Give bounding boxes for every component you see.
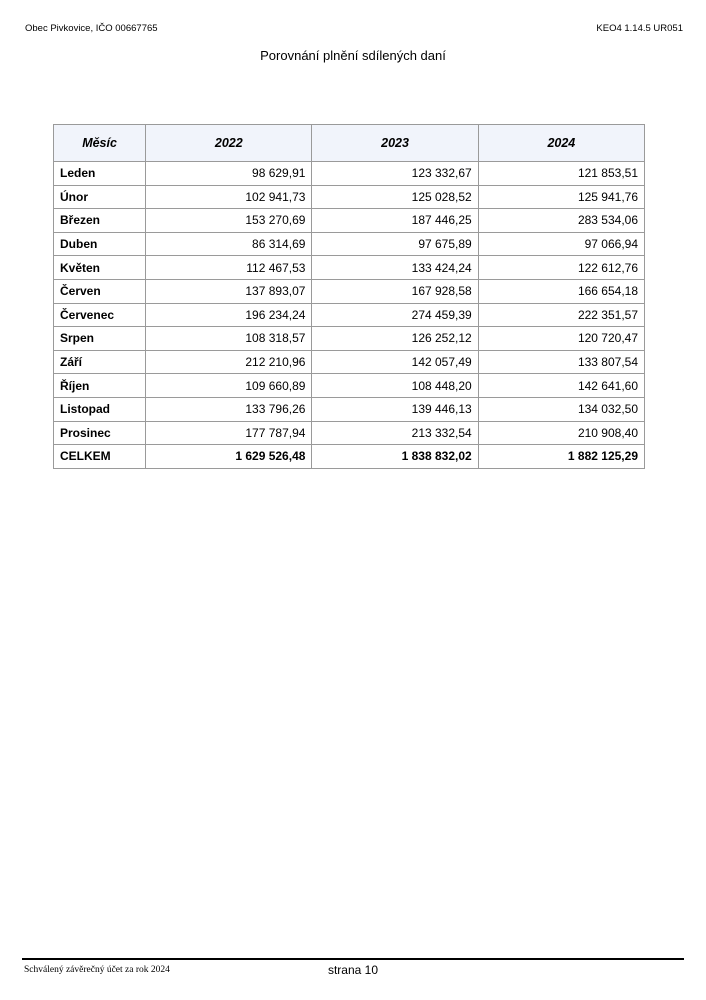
month-cell: Březen bbox=[54, 209, 146, 233]
value-cell-2023: 125 028,52 bbox=[312, 185, 478, 209]
value-cell-2024: 122 612,76 bbox=[478, 256, 644, 280]
table-row bbox=[54, 256, 645, 280]
table-row bbox=[54, 421, 645, 445]
footer-divider bbox=[22, 958, 684, 960]
page-number: strana 10 bbox=[327, 963, 379, 977]
month-cell: Únor bbox=[54, 185, 146, 209]
value-cell-2022: 86 314,69 bbox=[146, 232, 312, 256]
value-cell-2024: 134 032,50 bbox=[478, 397, 644, 421]
month-cell: Červenec bbox=[54, 303, 146, 327]
value-cell-2023: 108 448,20 bbox=[312, 374, 478, 398]
column-header-2024: 2024 bbox=[478, 125, 644, 162]
column-header-month: Měsíc bbox=[54, 125, 146, 162]
header-report-code: KEO4 1.14.5 UR051 bbox=[596, 23, 683, 34]
value-cell-2024: 133 807,54 bbox=[478, 350, 644, 374]
table-row bbox=[54, 232, 645, 256]
value-cell-2022: 153 270,69 bbox=[146, 209, 312, 233]
month-cell: Prosinec bbox=[54, 421, 146, 445]
value-cell-2023: 123 332,67 bbox=[312, 162, 478, 186]
value-cell-2024: 1 882 125,29 bbox=[478, 445, 644, 469]
value-cell-2024: 166 654,18 bbox=[478, 279, 644, 303]
value-cell-2022: 109 660,89 bbox=[146, 374, 312, 398]
value-cell-2022: 196 234,24 bbox=[146, 303, 312, 327]
month-cell: Listopad bbox=[54, 397, 146, 421]
page-title: Porovnání plnění sdílených daní bbox=[260, 48, 446, 63]
column-header-2022: 2022 bbox=[146, 125, 312, 162]
value-cell-2022: 137 893,07 bbox=[146, 279, 312, 303]
value-cell-2023: 274 459,39 bbox=[312, 303, 478, 327]
value-cell-2022: 102 941,73 bbox=[146, 185, 312, 209]
table-row bbox=[54, 397, 645, 421]
month-cell: Duben bbox=[54, 232, 146, 256]
value-cell-2022: 108 318,57 bbox=[146, 327, 312, 351]
value-cell-2024: 222 351,57 bbox=[478, 303, 644, 327]
month-cell: Červen bbox=[54, 279, 146, 303]
value-cell-2022: 1 629 526,48 bbox=[146, 445, 312, 469]
value-cell-2022: 98 629,91 bbox=[146, 162, 312, 186]
value-cell-2024: 210 908,40 bbox=[478, 421, 644, 445]
value-cell-2023: 1 838 832,02 bbox=[312, 445, 478, 469]
table-row bbox=[54, 162, 645, 186]
table-row bbox=[54, 209, 645, 233]
table-row bbox=[54, 350, 645, 374]
value-cell-2023: 142 057,49 bbox=[312, 350, 478, 374]
month-cell: CELKEM bbox=[54, 445, 146, 469]
table-row bbox=[54, 279, 645, 303]
month-cell: Leden bbox=[54, 162, 146, 186]
month-cell: Srpen bbox=[54, 327, 146, 351]
table-total-row bbox=[54, 445, 645, 469]
value-cell-2023: 167 928,58 bbox=[312, 279, 478, 303]
value-cell-2023: 187 446,25 bbox=[312, 209, 478, 233]
column-header-2023: 2023 bbox=[312, 125, 478, 162]
month-cell: Říjen bbox=[54, 374, 146, 398]
table-row bbox=[54, 374, 645, 398]
value-cell-2023: 133 424,24 bbox=[312, 256, 478, 280]
value-cell-2024: 125 941,76 bbox=[478, 185, 644, 209]
value-cell-2024: 97 066,94 bbox=[478, 232, 644, 256]
value-cell-2024: 121 853,51 bbox=[478, 162, 644, 186]
month-cell: Září bbox=[54, 350, 146, 374]
value-cell-2024: 120 720,47 bbox=[478, 327, 644, 351]
month-cell: Květen bbox=[54, 256, 146, 280]
table-row bbox=[54, 185, 645, 209]
value-cell-2023: 126 252,12 bbox=[312, 327, 478, 351]
value-cell-2023: 213 332,54 bbox=[312, 421, 478, 445]
value-cell-2022: 212 210,96 bbox=[146, 350, 312, 374]
table-row bbox=[54, 303, 645, 327]
header-municipality: Obec Pivkovice, IČO 00667765 bbox=[25, 23, 158, 34]
value-cell-2022: 133 796,26 bbox=[146, 397, 312, 421]
value-cell-2022: 177 787,94 bbox=[146, 421, 312, 445]
value-cell-2023: 139 446,13 bbox=[312, 397, 478, 421]
table-row bbox=[54, 327, 645, 351]
value-cell-2024: 283 534,06 bbox=[478, 209, 644, 233]
table-header-row bbox=[54, 125, 645, 162]
footer-document-name: Schválený závěrečný účet za rok 2024 bbox=[24, 965, 170, 975]
value-cell-2024: 142 641,60 bbox=[478, 374, 644, 398]
value-cell-2023: 97 675,89 bbox=[312, 232, 478, 256]
value-cell-2022: 112 467,53 bbox=[146, 256, 312, 280]
tax-comparison-table bbox=[53, 124, 645, 469]
